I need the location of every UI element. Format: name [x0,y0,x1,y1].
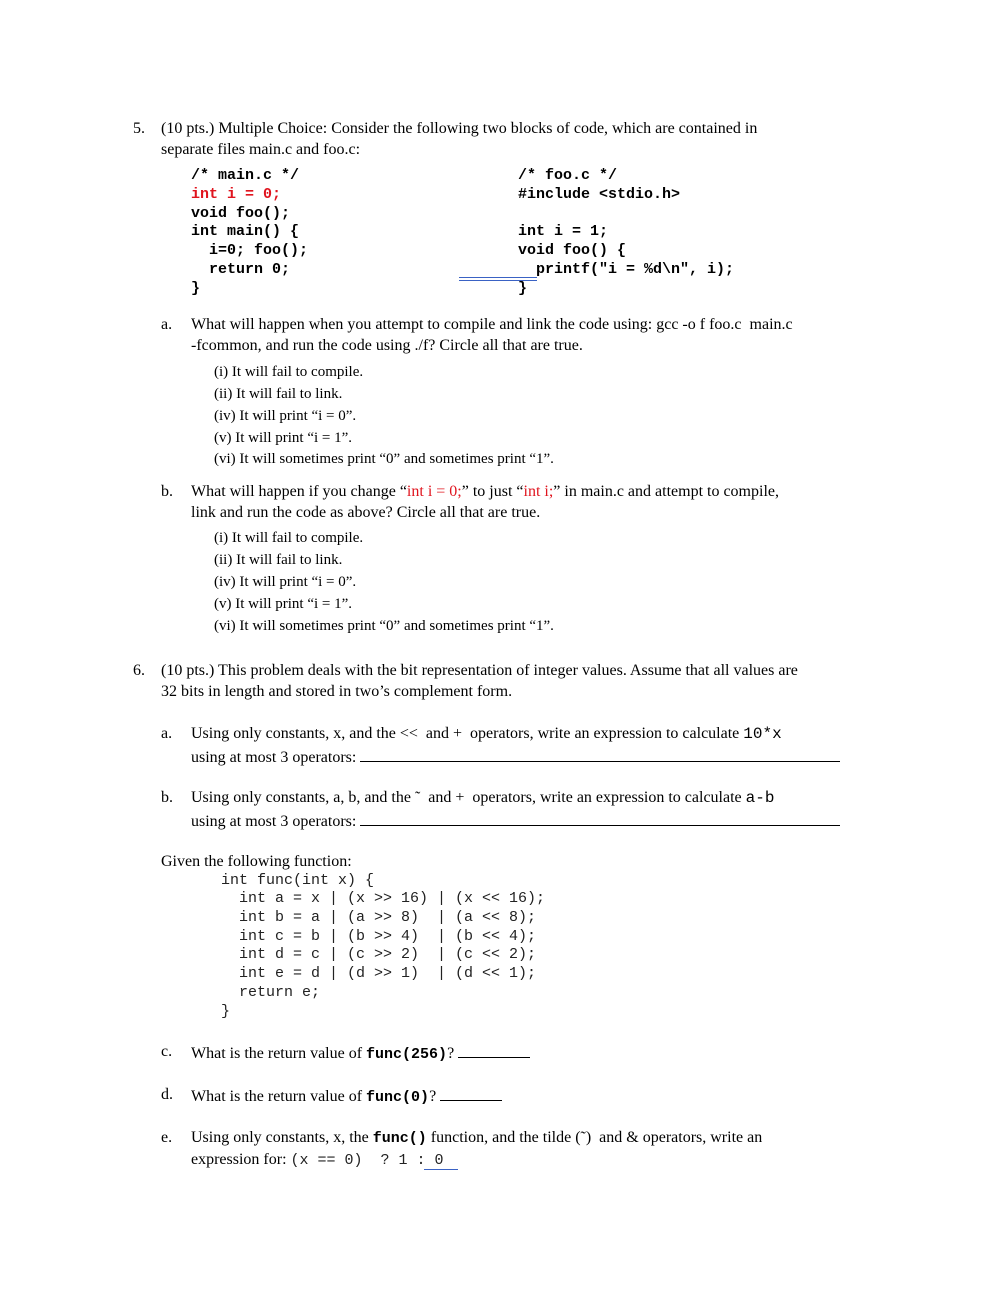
main-code-line: } [191,280,201,297]
func-code-line: } [221,1003,231,1020]
q6c-text [191,1043,530,1063]
q5b-option[interactable]: (ii) It will fail to link. [214,552,343,568]
q5a-label: a. [161,316,173,333]
q6-number: 6. [133,662,145,679]
q5b-text-line1 [191,483,779,501]
q5b-red-code: int i = 0; [406,483,462,500]
foo-code-line: } [518,280,528,297]
q5b-option[interactable]: (i) It will fail to compile. [214,530,364,546]
q6c-text-post: ? [447,1045,455,1062]
q5-number: 5. [133,120,145,137]
q5a-text-line1: What will happen when you attempt to compile and link the code using: gcc -o f foo.c main.c [191,316,793,333]
func-code-line: int b = a | (a >> 8) | (a << 8); [221,909,537,926]
q6e-text: Using only constants, x, the [191,1129,373,1146]
q6e-expression: (x == 0) ? 1 : 0 [290,1152,444,1169]
q6c-code: func(256) [366,1046,448,1063]
q6b-text-line2 [191,811,840,831]
q6a-label: a. [161,725,173,742]
foo-code-line: printf("i = %d\n", i); [518,261,735,278]
q5a-option[interactable]: (vi) It will sometimes print “0” and sometimes print “1”. [214,451,554,467]
q6b-text: using at most 3 operators: [191,813,357,830]
q5b-option[interactable]: (vi) It will sometimes print “0” and sometimes print “1”. [214,618,554,634]
q5b-red-code: int i; [523,483,554,500]
q6a-text: using at most 3 operators: [191,749,357,766]
q6d-answer-blank[interactable] [440,1086,502,1101]
margin-line-decoration [424,1169,458,1170]
q6d-code: func(0) [366,1089,430,1106]
func-code-line: int func(int x) { [221,872,375,889]
q6a-code: 10*x [743,725,782,743]
func-code-line: int c = b | (b >> 4) | (b << 4); [221,928,537,945]
q6d-text-post: ? [429,1088,437,1105]
q6e-text-line2 [191,1151,444,1169]
func-code-line: int d = c | (c >> 2) | (c << 2); [221,946,537,963]
main-code-line: i=0; foo(); [191,242,309,259]
q6e-text: function, and the tilde (˜) and & operators, write an [426,1129,763,1146]
q5b-text-line2: link and run the code as above? Circle all that are true. [191,504,541,521]
func-code-line: int e = d | (d >> 1) | (d << 1); [221,965,537,982]
q5-text-line2: separate files main.c and foo.c: [161,141,361,158]
q5b-text: ” to just “ [461,483,524,500]
q6e-label: e. [161,1129,173,1146]
q6b-text-line1 [191,789,774,807]
q5b-label: b. [161,483,173,500]
main-code-line: return 0; [191,261,291,278]
q5a-option[interactable]: (iv) It will print “i = 0”. [214,408,357,424]
q6e-code: func() [372,1130,427,1147]
q5a-option[interactable]: (i) It will fail to compile. [214,364,364,380]
q5a-option[interactable]: (v) It will print “i = 1”. [214,430,353,446]
q6b-code: a-b [745,789,775,807]
q6b-label: b. [161,789,173,806]
foo-code-line: #include <stdio.h> [518,186,681,203]
q5b-option[interactable]: (iv) It will print “i = 0”. [214,574,357,590]
q5b-text: ” in main.c and attempt to compile, [553,483,779,500]
main-code-line: void foo(); [191,205,291,222]
q6d-label: d. [161,1086,173,1103]
q6c-label: c. [161,1043,173,1060]
q6c-text-pre: What is the return value of [191,1045,367,1062]
q6a-text-line2 [191,747,840,767]
foo-code-line: void foo() { [518,242,627,259]
main-code-line: int i = 0; [191,186,282,203]
q6d-text [191,1086,502,1106]
q6c-answer-blank[interactable] [458,1043,530,1058]
q6-text-line1: (10 pts.) This problem deals with the bit representation of integer values. Assume that all values are [161,662,798,679]
func-code-line: return e; [221,984,321,1001]
q5a-option[interactable]: (ii) It will fail to link. [214,386,343,402]
q6-text-line2: 32 bits in length and stored in two’s complement form. [161,683,513,700]
q6b-text: Using only constants, a, b, and the ˜ and + operators, write an expression to calculate [191,789,746,806]
q5b-option[interactable]: (v) It will print “i = 1”. [214,596,353,612]
q6a-text: Using only constants, x, and the << and + operators, write an expression to calculate [191,725,744,742]
q6b-answer-blank[interactable] [360,811,840,826]
q6e-text: expression for: [191,1151,291,1168]
q5a-text-line2: -fcommon, and run the code using ./f? Circle all that are true. [191,337,583,354]
q5b-text: What will happen if you change “ [191,483,407,500]
foo-code-line: int i = 1; [518,223,609,240]
given-function-label: Given the following function: [161,853,352,870]
q6e-text-line1 [191,1129,762,1147]
q6a-answer-blank[interactable] [360,747,840,762]
main-code-line: int main() { [191,223,300,240]
q5-text-line1: (10 pts.) Multiple Choice: Consider the following two blocks of code, which are contained in [161,120,758,137]
foo-code-line: /* foo.c */ [518,167,618,184]
main-code-line: /* main.c */ [191,167,300,184]
margin-line-decoration [459,280,537,281]
margin-line-decoration [459,277,537,278]
func-code-line: int a = x | (x >> 16) | (x << 16); [221,890,546,907]
q6a-text-line1 [191,725,782,743]
q6d-text-pre: What is the return value of [191,1088,367,1105]
